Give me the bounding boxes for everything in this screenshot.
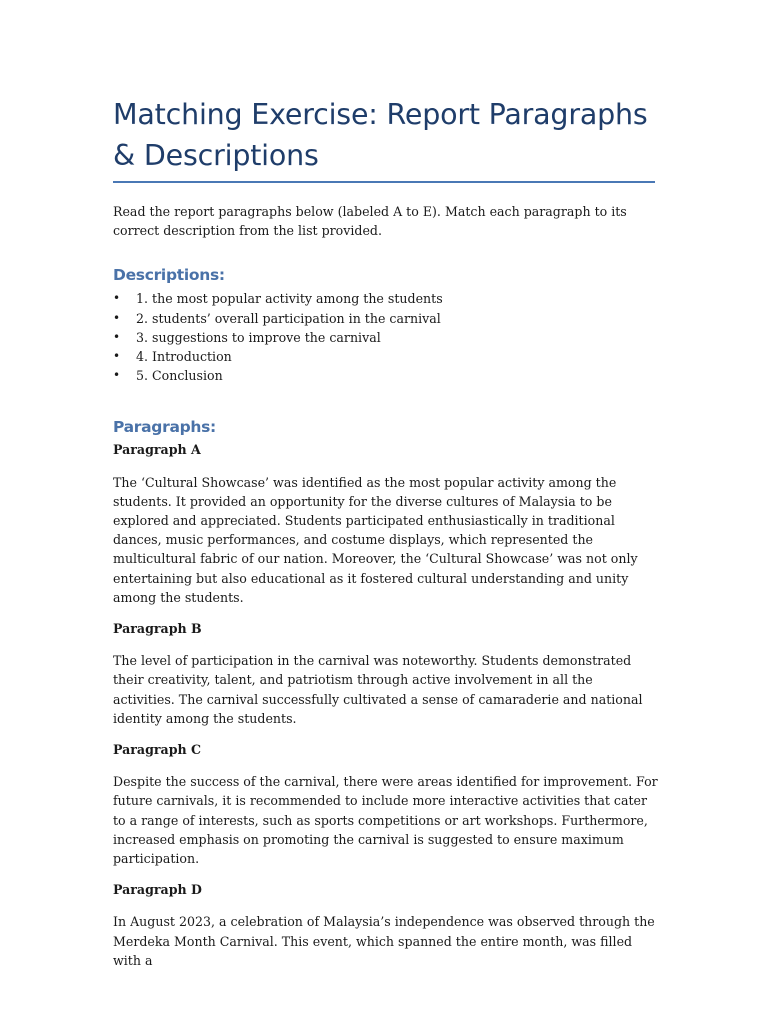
paragraph-b-label: Paragraph B bbox=[113, 621, 202, 637]
description-item bbox=[113, 347, 658, 366]
intro-text: Read the report paragraphs below (labeled A to E). Match each paragraph to its correct description from the list provided. bbox=[113, 204, 627, 239]
descriptions-heading: Descriptions: bbox=[113, 266, 225, 285]
paragraph-d-text: In August 2023, a celebration of Malaysia’s independence was observed through the Merdeka Month Carnival. This event, which spanned the entire month, was filled with a bbox=[113, 914, 655, 968]
paragraph-d-label: Paragraph D bbox=[113, 882, 202, 898]
bullet-icon: • bbox=[113, 368, 121, 383]
bullet-icon: • bbox=[113, 349, 121, 364]
paragraph-a-text: The ‘Cultural Showcase’ was identified as the most popular activity among the students. It provided an opportunity for the diverse cultures of Malaysia to be explored and appreciated. Students participated enthusiastically in traditional dances, music performances, and costume displays, which represented the multicultural fabric of our nation. Moreover, the ‘Cultural Showcase’ was not only entertaining but also educational as it fostered cultural understanding and unity among the students. bbox=[113, 474, 638, 605]
paragraphs-heading: Paragraphs: bbox=[113, 418, 216, 437]
description-item bbox=[113, 309, 658, 328]
description-text: 5. Conclusion bbox=[136, 368, 223, 384]
description-item bbox=[113, 366, 658, 385]
paragraph-b-text: The level of participation in the carnival was noteworthy. Students demonstrated their creativity, talent, and patriotism through active involvement in all the activities. The carnival successfully cultivated a sense of camaraderie and national identity among the students. bbox=[113, 653, 643, 726]
description-text: 3. suggestions to improve the carnival bbox=[136, 329, 381, 345]
paragraph-c-label: Paragraph C bbox=[113, 742, 202, 758]
bullet-icon: • bbox=[113, 310, 121, 325]
description-text: 4. Introduction bbox=[136, 349, 232, 365]
description-item bbox=[113, 328, 658, 347]
page-title: Matching Exercise: Report Paragraphs & Descriptions bbox=[113, 98, 648, 172]
title-divider bbox=[113, 181, 655, 183]
document-page bbox=[113, 0, 658, 970]
paragraph-c-text: Despite the success of the carnival, there were areas identified for improvement. For future carnivals, it is recommended to include more interactive activities that cater to a range of interests, such as sports competitions or art workshops. Furthermore, increased emphasis on promoting the carnival is suggested to ensure maximum participation. bbox=[113, 774, 658, 867]
description-text: 1. the most popular activity among the students bbox=[136, 291, 443, 307]
description-item bbox=[113, 289, 658, 308]
bullet-icon: • bbox=[113, 291, 121, 306]
description-text: 2. students’ overall participation in the carnival bbox=[136, 310, 441, 326]
descriptions-list bbox=[113, 289, 658, 385]
paragraph-a-label: Paragraph A bbox=[113, 442, 201, 458]
bullet-icon: • bbox=[113, 329, 121, 344]
